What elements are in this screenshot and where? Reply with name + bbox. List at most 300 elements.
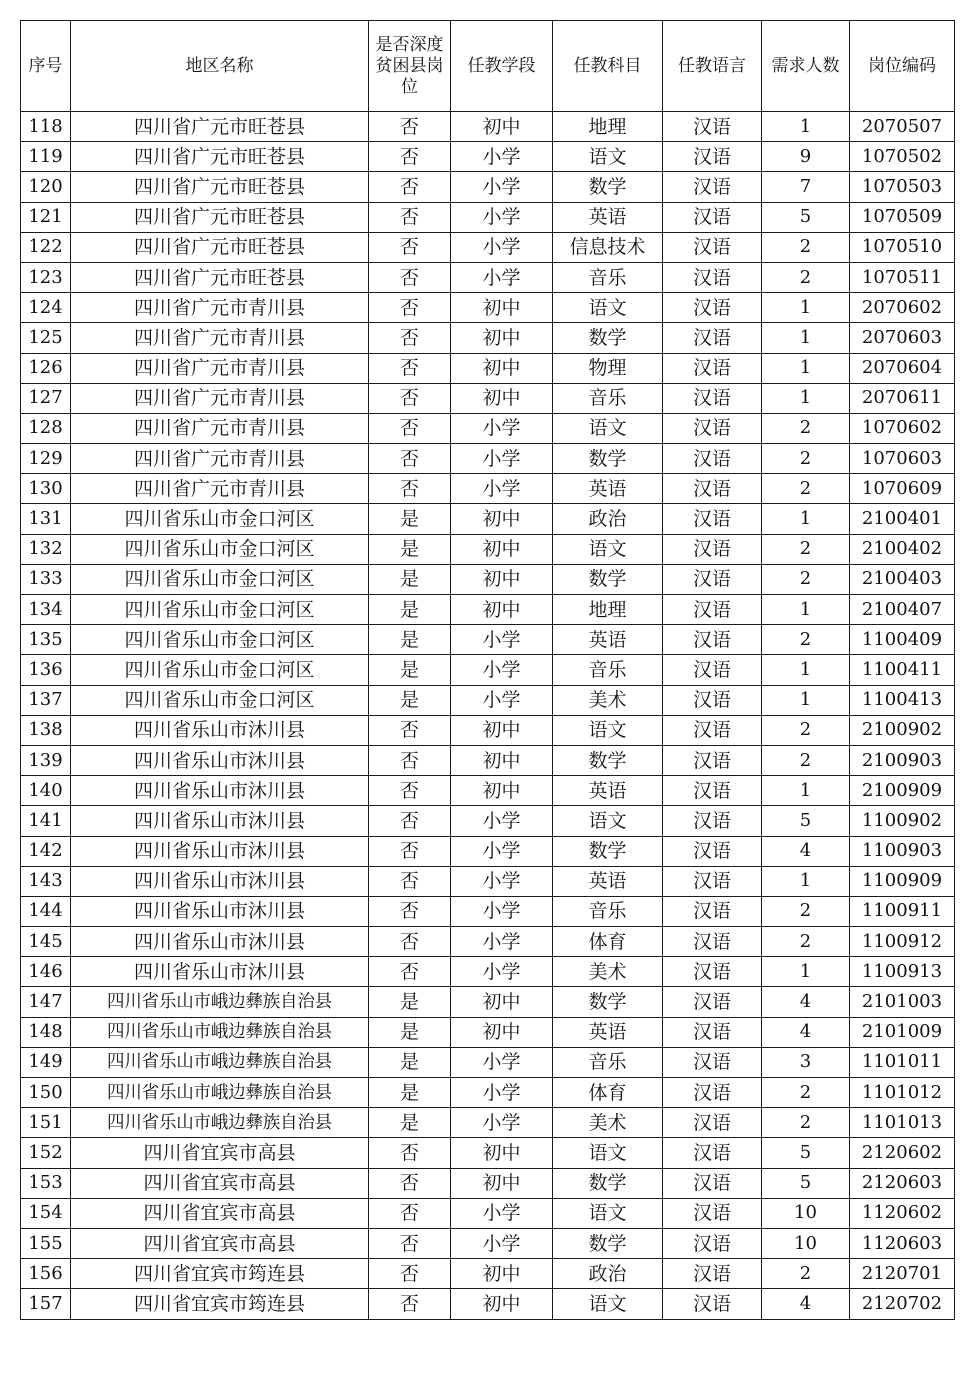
cell-region: 四川省宜宾市高县 [71,1228,369,1258]
cell-seq: 138 [21,715,71,745]
cell-poverty: 否 [369,1289,451,1319]
table-row [21,474,955,504]
cell-count: 1 [762,685,850,715]
table-row [21,262,955,292]
cell-seq: 149 [21,1047,71,1077]
cell-stage: 小学 [451,142,553,172]
cell-subject: 英语 [553,1017,663,1047]
cell-subject: 音乐 [553,383,663,413]
cell-count: 5 [762,1138,850,1168]
table-row [21,595,955,625]
cell-language: 汉语 [663,1138,762,1168]
cell-code: 2100909 [850,776,955,806]
table-row [21,806,955,836]
cell-code: 2100407 [850,595,955,625]
cell-poverty: 是 [369,987,451,1017]
cell-count: 1 [762,866,850,896]
cell-seq: 133 [21,564,71,594]
cell-stage: 初中 [451,564,553,594]
cell-seq: 141 [21,806,71,836]
cell-language: 汉语 [663,1168,762,1198]
cell-seq: 137 [21,685,71,715]
cell-poverty: 否 [369,1168,451,1198]
cell-region: 四川省广元市青川县 [71,383,369,413]
cell-count: 1 [762,353,850,383]
cell-code: 2070507 [850,112,955,142]
cell-poverty: 否 [369,866,451,896]
cell-stage: 初中 [451,112,553,142]
cell-stage: 小学 [451,413,553,443]
cell-seq: 143 [21,866,71,896]
cell-seq: 150 [21,1078,71,1108]
cell-region: 四川省乐山市沐川县 [71,745,369,775]
cell-language: 汉语 [663,1047,762,1077]
cell-count: 10 [762,1228,850,1258]
cell-poverty: 否 [369,1198,451,1228]
cell-language: 汉语 [663,806,762,836]
cell-seq: 121 [21,202,71,232]
cell-seq: 127 [21,383,71,413]
cell-language: 汉语 [663,293,762,323]
cell-poverty: 否 [369,715,451,745]
cell-poverty: 否 [369,112,451,142]
cell-language: 汉语 [663,504,762,534]
cell-subject: 语文 [553,1138,663,1168]
cell-poverty: 否 [369,474,451,504]
cell-stage: 小学 [451,655,553,685]
cell-seq: 140 [21,776,71,806]
table-row [21,987,955,1017]
cell-seq: 128 [21,413,71,443]
cell-stage: 初中 [451,715,553,745]
cell-count: 2 [762,625,850,655]
cell-code: 2120602 [850,1138,955,1168]
cell-seq: 131 [21,504,71,534]
cell-region: 四川省乐山市金口河区 [71,655,369,685]
table-row [21,1108,955,1138]
cell-stage: 小学 [451,685,553,715]
cell-region: 四川省乐山市峨边彝族自治县 [71,1017,369,1047]
table-row [21,564,955,594]
cell-count: 1 [762,383,850,413]
cell-code: 1070603 [850,444,955,474]
cell-count: 5 [762,806,850,836]
cell-subject: 美术 [553,957,663,987]
cell-poverty: 否 [369,383,451,413]
cell-region: 四川省乐山市沐川县 [71,866,369,896]
cell-language: 汉语 [663,957,762,987]
table-header [21,21,955,112]
cell-language: 汉语 [663,715,762,745]
cell-code: 1070503 [850,172,955,202]
cell-seq: 139 [21,745,71,775]
table-row [21,413,955,443]
cell-stage: 小学 [451,232,553,262]
cell-code: 2100402 [850,534,955,564]
cell-code: 1100903 [850,836,955,866]
cell-count: 2 [762,927,850,957]
cell-stage: 小学 [451,1078,553,1108]
cell-region: 四川省乐山市沐川县 [71,776,369,806]
cell-code: 2120603 [850,1168,955,1198]
table-row [21,655,955,685]
cell-language: 汉语 [663,202,762,232]
cell-subject: 美术 [553,1108,663,1138]
cell-stage: 初中 [451,504,553,534]
table-row [21,534,955,564]
cell-poverty: 否 [369,323,451,353]
cell-region: 四川省广元市旺苍县 [71,172,369,202]
table-row [21,293,955,323]
cell-stage: 小学 [451,444,553,474]
cell-region: 四川省广元市青川县 [71,353,369,383]
cell-seq: 142 [21,836,71,866]
cell-stage: 初中 [451,1017,553,1047]
cell-language: 汉语 [663,836,762,866]
cell-poverty: 否 [369,142,451,172]
cell-language: 汉语 [663,1108,762,1138]
cell-subject: 数学 [553,323,663,353]
cell-code: 2070602 [850,293,955,323]
cell-subject: 英语 [553,202,663,232]
cell-region: 四川省广元市旺苍县 [71,232,369,262]
cell-code: 2100401 [850,504,955,534]
cell-language: 汉语 [663,987,762,1017]
cell-count: 2 [762,413,850,443]
cell-poverty: 否 [369,1228,451,1258]
cell-stage: 小学 [451,1228,553,1258]
cell-subject: 语文 [553,413,663,443]
cell-language: 汉语 [663,112,762,142]
cell-region: 四川省乐山市峨边彝族自治县 [71,1108,369,1138]
cell-subject: 数学 [553,564,663,594]
cell-count: 4 [762,1017,850,1047]
cell-poverty: 否 [369,262,451,292]
cell-poverty: 否 [369,353,451,383]
cell-language: 汉语 [663,353,762,383]
cell-code: 1070609 [850,474,955,504]
cell-code: 1100902 [850,806,955,836]
cell-code: 2070604 [850,353,955,383]
cell-poverty: 否 [369,745,451,775]
cell-count: 2 [762,896,850,926]
cell-seq: 144 [21,896,71,926]
cell-region: 四川省乐山市沐川县 [71,806,369,836]
cell-subject: 物理 [553,353,663,383]
header-stage: 任教学段 [451,21,553,112]
cell-count: 7 [762,172,850,202]
cell-language: 汉语 [663,323,762,353]
cell-stage: 小学 [451,172,553,202]
cell-poverty: 否 [369,232,451,262]
cell-subject: 数学 [553,836,663,866]
cell-subject: 英语 [553,866,663,896]
cell-code: 2100902 [850,715,955,745]
cell-subject: 英语 [553,625,663,655]
cell-code: 1070502 [850,142,955,172]
cell-poverty: 否 [369,806,451,836]
cell-language: 汉语 [663,595,762,625]
cell-subject: 语文 [553,715,663,745]
cell-seq: 120 [21,172,71,202]
cell-subject: 语文 [553,1198,663,1228]
cell-seq: 136 [21,655,71,685]
cell-count: 10 [762,1198,850,1228]
cell-count: 5 [762,202,850,232]
table-row [21,323,955,353]
table-row [21,745,955,775]
cell-code: 1100411 [850,655,955,685]
cell-count: 2 [762,564,850,594]
cell-count: 2 [762,1259,850,1289]
cell-region: 四川省广元市青川县 [71,293,369,323]
table-row [21,685,955,715]
cell-poverty: 否 [369,1259,451,1289]
cell-seq: 119 [21,142,71,172]
cell-seq: 126 [21,353,71,383]
cell-region: 四川省宜宾市筠连县 [71,1259,369,1289]
cell-stage: 初中 [451,293,553,323]
table-body [21,112,955,1320]
cell-seq: 135 [21,625,71,655]
cell-seq: 132 [21,534,71,564]
cell-seq: 151 [21,1108,71,1138]
table-row [21,504,955,534]
table-row [21,625,955,655]
cell-count: 1 [762,112,850,142]
cell-subject: 语文 [553,1289,663,1319]
cell-seq: 157 [21,1289,71,1319]
cell-stage: 小学 [451,836,553,866]
cell-code: 1101011 [850,1047,955,1077]
cell-code: 2070603 [850,323,955,353]
cell-stage: 小学 [451,262,553,292]
cell-code: 1070602 [850,413,955,443]
cell-code: 2101003 [850,987,955,1017]
cell-poverty: 是 [369,685,451,715]
cell-language: 汉语 [663,625,762,655]
cell-region: 四川省乐山市沐川县 [71,715,369,745]
cell-count: 2 [762,474,850,504]
cell-subject: 信息技术 [553,232,663,262]
cell-region: 四川省乐山市沐川县 [71,957,369,987]
table-row [21,1078,955,1108]
cell-region: 四川省乐山市峨边彝族自治县 [71,987,369,1017]
cell-region: 四川省广元市旺苍县 [71,202,369,232]
cell-stage: 小学 [451,896,553,926]
cell-code: 2120702 [850,1289,955,1319]
header-row [21,21,955,112]
cell-subject: 音乐 [553,655,663,685]
cell-seq: 118 [21,112,71,142]
header-poverty: 是否深度贫困县岗位 [369,21,451,112]
cell-poverty: 是 [369,504,451,534]
cell-language: 汉语 [663,1017,762,1047]
cell-language: 汉语 [663,1289,762,1319]
header-seq: 序号 [21,21,71,112]
cell-poverty: 否 [369,172,451,202]
cell-count: 2 [762,1108,850,1138]
cell-stage: 初中 [451,1289,553,1319]
cell-code: 2100403 [850,564,955,594]
cell-subject: 美术 [553,685,663,715]
cell-poverty: 是 [369,1108,451,1138]
cell-poverty: 是 [369,534,451,564]
cell-count: 5 [762,1168,850,1198]
table-row [21,172,955,202]
cell-stage: 初中 [451,1259,553,1289]
cell-count: 1 [762,957,850,987]
cell-region: 四川省宜宾市高县 [71,1168,369,1198]
cell-region: 四川省乐山市峨边彝族自治县 [71,1078,369,1108]
cell-region: 四川省广元市旺苍县 [71,112,369,142]
cell-seq: 153 [21,1168,71,1198]
cell-count: 4 [762,836,850,866]
cell-count: 2 [762,534,850,564]
recruitment-table [20,20,955,1320]
cell-seq: 145 [21,927,71,957]
cell-region: 四川省广元市旺苍县 [71,262,369,292]
cell-seq: 123 [21,262,71,292]
cell-stage: 初中 [451,534,553,564]
table-row [21,1198,955,1228]
cell-stage: 初中 [451,1138,553,1168]
cell-subject: 语文 [553,806,663,836]
cell-stage: 初中 [451,323,553,353]
cell-stage: 初中 [451,383,553,413]
table-row [21,112,955,142]
cell-subject: 政治 [553,504,663,534]
cell-code: 1100909 [850,866,955,896]
cell-stage: 小学 [451,625,553,655]
cell-poverty: 是 [369,655,451,685]
cell-subject: 音乐 [553,1047,663,1077]
cell-subject: 语文 [553,142,663,172]
cell-seq: 154 [21,1198,71,1228]
cell-seq: 122 [21,232,71,262]
cell-code: 1100911 [850,896,955,926]
cell-stage: 初中 [451,745,553,775]
cell-poverty: 否 [369,836,451,866]
cell-language: 汉语 [663,927,762,957]
table-row [21,896,955,926]
cell-language: 汉语 [663,534,762,564]
cell-stage: 初中 [451,987,553,1017]
cell-region: 四川省广元市青川县 [71,444,369,474]
table-row [21,1289,955,1319]
cell-code: 1070511 [850,262,955,292]
cell-code: 1070509 [850,202,955,232]
cell-language: 汉语 [663,655,762,685]
cell-subject: 数学 [553,745,663,775]
cell-subject: 音乐 [553,896,663,926]
cell-stage: 小学 [451,1047,553,1077]
cell-region: 四川省广元市青川县 [71,323,369,353]
cell-subject: 政治 [553,1259,663,1289]
cell-seq: 146 [21,957,71,987]
cell-poverty: 否 [369,202,451,232]
cell-region: 四川省乐山市沐川县 [71,927,369,957]
cell-language: 汉语 [663,172,762,202]
cell-count: 1 [762,655,850,685]
cell-subject: 英语 [553,474,663,504]
cell-subject: 体育 [553,1078,663,1108]
table-row [21,715,955,745]
cell-region: 四川省广元市青川县 [71,413,369,443]
cell-language: 汉语 [663,1198,762,1228]
cell-subject: 地理 [553,112,663,142]
table-row [21,1138,955,1168]
cell-poverty: 是 [369,595,451,625]
cell-count: 2 [762,715,850,745]
cell-language: 汉语 [663,745,762,775]
cell-count: 2 [762,1078,850,1108]
table-row [21,1228,955,1258]
cell-language: 汉语 [663,383,762,413]
cell-region: 四川省宜宾市高县 [71,1198,369,1228]
cell-region: 四川省乐山市金口河区 [71,685,369,715]
cell-subject: 数学 [553,1168,663,1198]
cell-count: 4 [762,987,850,1017]
cell-count: 1 [762,293,850,323]
cell-poverty: 是 [369,625,451,655]
cell-region: 四川省乐山市金口河区 [71,504,369,534]
cell-language: 汉语 [663,1228,762,1258]
cell-count: 1 [762,323,850,353]
cell-subject: 语文 [553,293,663,323]
cell-poverty: 否 [369,444,451,474]
cell-subject: 数学 [553,172,663,202]
cell-code: 2100903 [850,745,955,775]
table-row [21,866,955,896]
cell-poverty: 否 [369,413,451,443]
cell-stage: 小学 [451,957,553,987]
cell-code: 1120603 [850,1228,955,1258]
cell-language: 汉语 [663,685,762,715]
cell-language: 汉语 [663,444,762,474]
cell-language: 汉语 [663,142,762,172]
table-row [21,836,955,866]
table-row [21,1259,955,1289]
cell-language: 汉语 [663,1078,762,1108]
cell-seq: 156 [21,1259,71,1289]
cell-stage: 小学 [451,806,553,836]
cell-region: 四川省乐山市沐川县 [71,836,369,866]
header-language: 任教语言 [663,21,762,112]
cell-subject: 音乐 [553,262,663,292]
cell-stage: 初中 [451,1168,553,1198]
cell-count: 2 [762,232,850,262]
cell-subject: 数学 [553,444,663,474]
cell-poverty: 是 [369,564,451,594]
cell-code: 1070510 [850,232,955,262]
cell-code: 2120701 [850,1259,955,1289]
cell-region: 四川省乐山市金口河区 [71,534,369,564]
cell-poverty: 否 [369,293,451,323]
cell-region: 四川省广元市青川县 [71,474,369,504]
cell-stage: 初中 [451,776,553,806]
cell-poverty: 否 [369,957,451,987]
cell-stage: 小学 [451,866,553,896]
table-row [21,1047,955,1077]
cell-language: 汉语 [663,896,762,926]
header-region: 地区名称 [71,21,369,112]
table-row [21,957,955,987]
cell-region: 四川省乐山市金口河区 [71,595,369,625]
cell-poverty: 是 [369,1017,451,1047]
cell-poverty: 否 [369,927,451,957]
cell-language: 汉语 [663,474,762,504]
